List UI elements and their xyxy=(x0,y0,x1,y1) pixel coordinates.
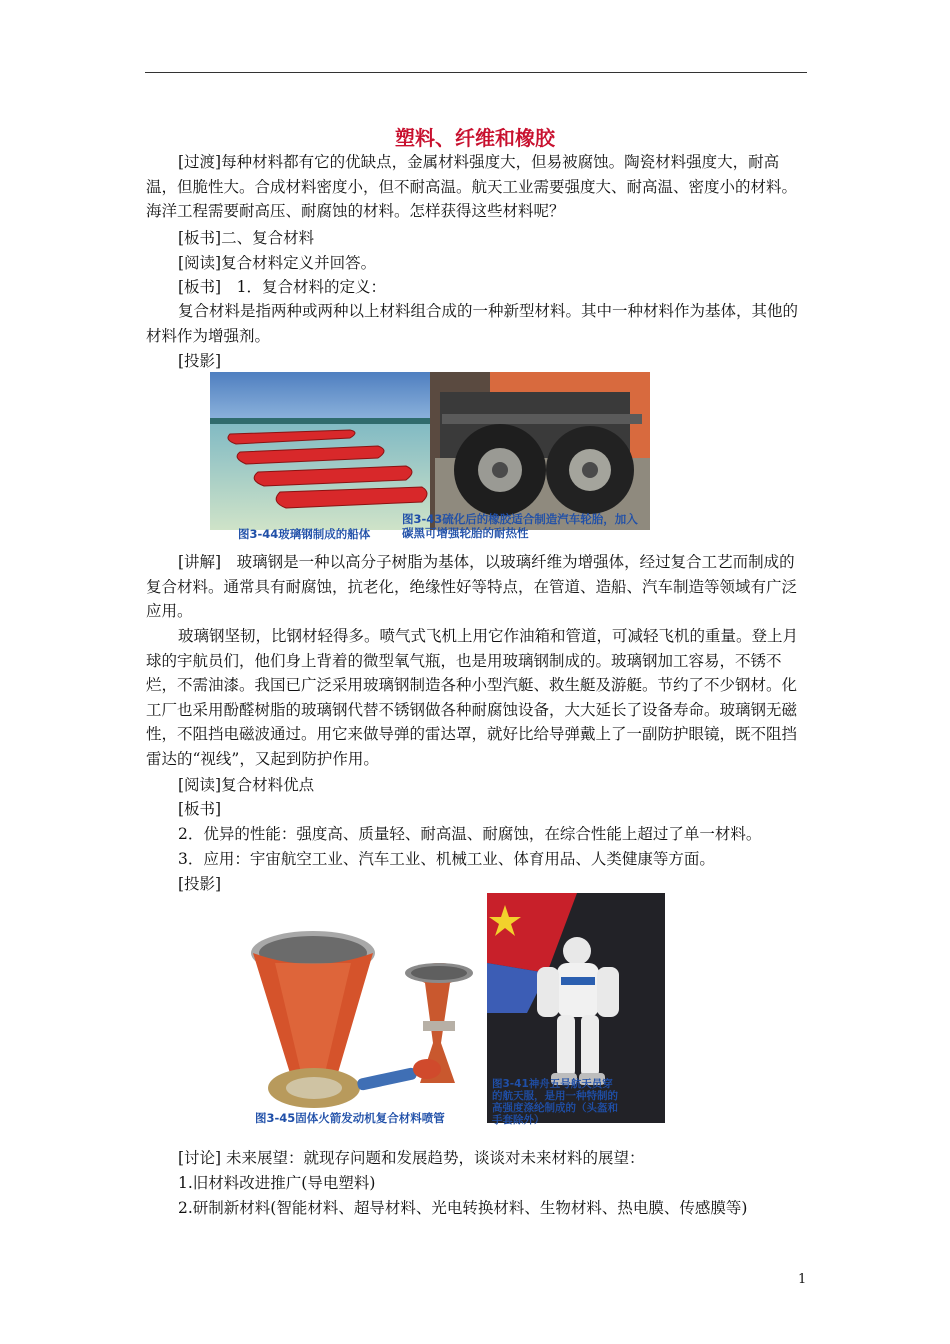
page-title: 塑料、纤维和橡胶 xyxy=(395,126,555,150)
intro-paragraph: [过渡]每种材料都有它的优缺点，金属材料强度大，但易被腐蚀。陶瓷材料强度大，耐高温，但脆性大。合成材料密度小，但不耐高温。航天工业需要强度大、耐高温、密度小的材料。海洋工程需要耐高压、耐腐蚀的材料。怎样获得这些材料呢？ xyxy=(146,153,798,220)
projection-label-2: [投影] xyxy=(178,875,222,893)
header-rule xyxy=(145,72,807,73)
board-definition-heading: [板书] 1．复合材料的定义： xyxy=(178,278,386,296)
projection-label-1: [投影] xyxy=(178,352,222,370)
advantages-line: 2．优异的性能：强度高、质量轻、耐高温、耐腐蚀，在综合性能上超过了单一材料。 xyxy=(178,825,762,843)
figure-3-41-caption-line3: 高强度涤纶制成的（头盔和 xyxy=(492,1102,618,1114)
figure-3-45-caption: 图3-45固体火箭发动机复合材料喷管 xyxy=(255,1111,445,1125)
figure-3-41-caption-line2: 的航天服，是用一种特制的 xyxy=(492,1090,618,1102)
board-label: [板书] xyxy=(178,800,222,818)
discussion-line: [讨论] 未来展望：就现存问题和发展趋势，谈谈对未来材料的展望： xyxy=(178,1149,645,1167)
figure-3-44-caption: 图3-44玻璃钢制成的船体 xyxy=(238,527,371,541)
reading-instruction-advantages: [阅读]复合材料优点 xyxy=(178,776,315,794)
page-number: 1 xyxy=(798,1272,807,1287)
future-item-2: 2.研制新材料(智能材料、超导材料、光电转换材料、生物材料、热电膜、传感膜等) xyxy=(178,1199,748,1217)
future-item-1: 1.旧材料改进推广(导电塑料) xyxy=(178,1174,376,1192)
figure-3-43-caption-line1: 图3-43硫化后的橡胶适合制造汽车轮胎，加入 xyxy=(402,512,638,526)
figure-3-41-caption-line1: 图3-41神舟五号航天员穿 xyxy=(492,1078,613,1090)
definition-paragraph: 复合材料是指两种或两种以上材料组合成的一种新型材料。其中一种材料作为基体，其他的材料作为增强剂。 xyxy=(146,302,799,345)
applications-line: 3．应用：宇宙航空工业、汽车工业、机械工业、体育用品、人类健康等方面。 xyxy=(178,850,715,868)
figure-3-41-caption-line4: 手套除外） xyxy=(492,1114,545,1126)
reading-instruction-definition: [阅读]复合材料定义并回答。 xyxy=(178,254,377,272)
lecture-paragraph: [讲解] 玻璃钢是一种以高分子树脂为基体，以玻璃纤维为增强体，经过复合工艺而制成的复合材料。通常具有耐腐蚀，抗老化，绝缘性好等特点，在管道、造船、汽车制造等领域有广泛应用。 xyxy=(146,553,798,620)
board-heading-composite: [板书]二、复合材料 xyxy=(178,229,315,247)
figure-3-43-caption-line2: 碳黑可增强轮胎的耐热性 xyxy=(402,526,529,540)
figure-boats-and-tires xyxy=(210,372,650,530)
fiberglass-paragraph: 玻璃钢坚韧，比钢材轻得多。喷气式飞机上用它作油箱和管道，可减轻飞机的重量。登上月球的宇航员们，他们身上背着的微型氧气瓶，也是用玻璃钢制成的。玻璃钢加工容易，不锈不烂，不需油漆。我国已广泛采用玻璃钢制造各种小型汽艇、救生艇及游艇。节约了不少钢材。化工厂也采用酚醛树脂的玻璃钢代替不锈钢做各种耐腐蚀设备，大大延长了设备寿命。玻璃钢无磁性，不阻挡电磁波通过。用它来做导弹的雷达罩，就好比给导弹戴上了一副防护眼镜，既不阻挡雷达的“视线”，又起到防护作用。 xyxy=(146,627,799,768)
figure-rocket-nozzle xyxy=(245,923,480,1133)
